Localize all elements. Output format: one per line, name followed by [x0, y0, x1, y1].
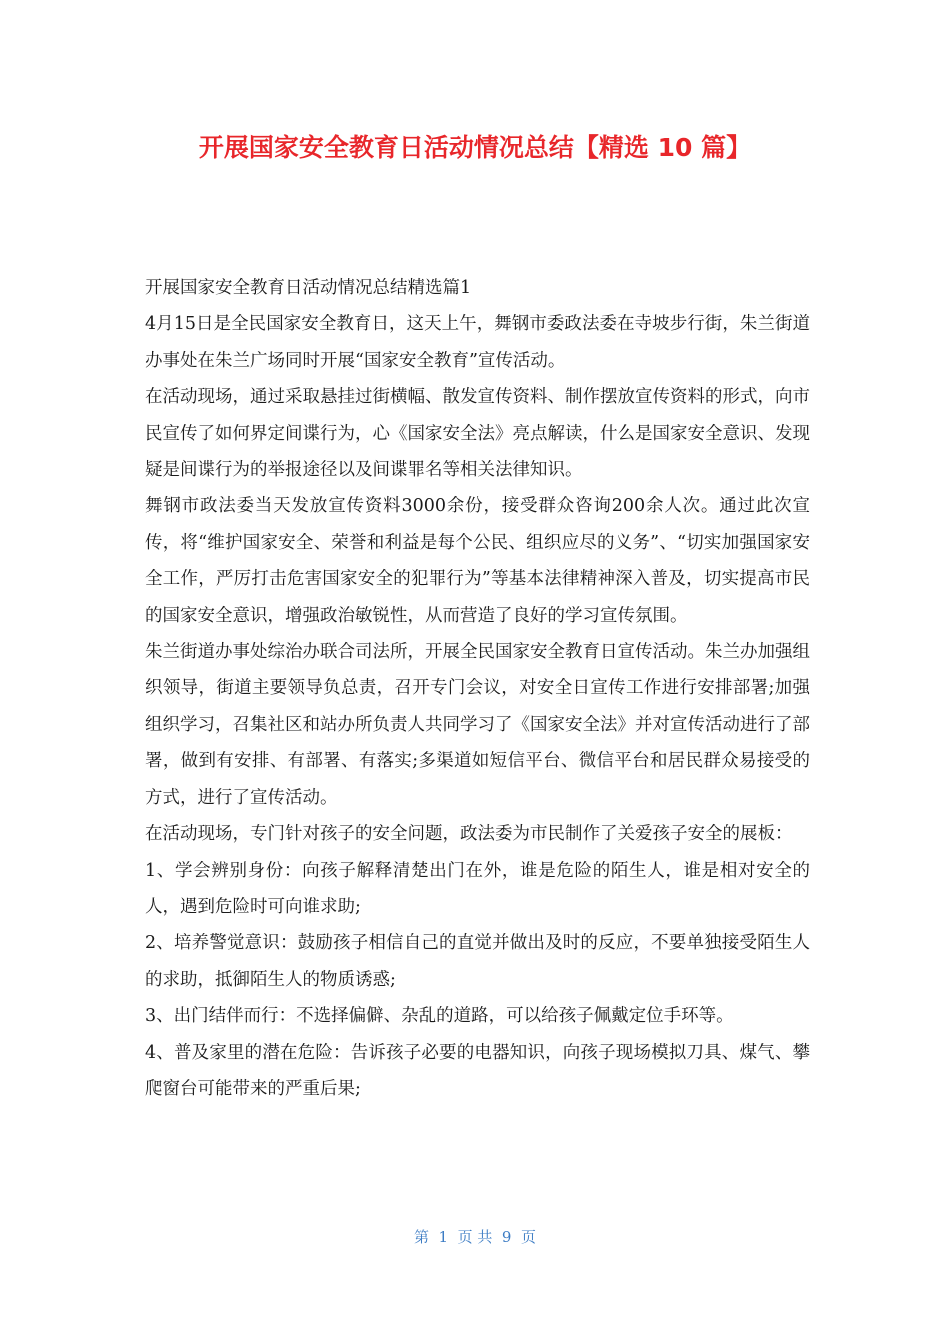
page-number: 第 1 页 共 9 页 [414, 1228, 536, 1246]
list-item: 3、出门结伴而行：不选择偏僻、杂乱的道路，可以给孩子佩戴定位手环等。 [145, 1006, 734, 1027]
paragraph: 4月15日是全民国家安全教育日，这天上午，舞钢市委政法委在寺坡步行街，朱兰街道办事处在朱兰广场同时开展“国家安全教育”宣传活动。 [145, 314, 810, 371]
paragraph: 在活动现场，通过采取悬挂过街横幅、散发宣传资料、制作摆放宣传资料的形式，向市民宣传了如何界定间谍行为，心《国家安全法》亮点解读，什么是国家安全意识、发现疑是间谍行为的举报途径以及间谍罪名等相关法律知识。 [145, 387, 810, 481]
paragraph: 舞钢市政法委当天发放宣传资料3000余份，接受群众咨询200余人次。通过此次宣传，将“维护国家安全、荣誉和利益是每个公民、组织应尽的义务”、“切实加强国家安全工作，严厉打击危害国家安全的犯罪行为”等基本法律精神深入普及，切实提高市民的国家安全意识，增强政治敏锐性，从而营造了良好的学习宣传氛围。 [145, 496, 810, 626]
list-item: 2、培养警觉意识：鼓励孩子相信自己的直觉并做出及时的反应，不要单独接受陌生人的求助，抵御陌生人的物质诱惑; [145, 933, 810, 990]
list-item: 4、普及家里的潜在危险：告诉孩子必要的电器知识，向孩子现场模拟刀具、煤气、攀爬窗台可能带来的严重后果; [145, 1042, 810, 1099]
paragraph: 在活动现场，专门针对孩子的安全问题，政法委为市民制作了关爱孩子安全的展板： [145, 824, 793, 845]
section-heading: 开展国家安全教育日活动情况总结精选篇1 [145, 278, 472, 298]
document-title: 开展国家安全教育日活动情况总结【精选 10 篇】 [198, 133, 752, 162]
paragraph: 朱兰街道办事处综治办联合司法所，开展全民国家安全教育日宣传活动。朱兰办加强组织领导，街道主要领导负总责，召开专门会议，对安全日宣传工作进行安排部署;加强组织学习，召集社区和站办所负责人共同学习了《国家安全法》并对宣传活动进行了部署，做到有安排、有部署、有落实;多渠道如短信平台、微信平台和居民群众易接受的方式，进行了宣传活动。 [145, 642, 810, 808]
list-item: 1、学会辨别身份：向孩子解释清楚出门在外，谁是危险的陌生人，谁是相对安全的人，遇到危险时可向谁求助; [145, 860, 810, 917]
document-body [145, 270, 810, 1107]
